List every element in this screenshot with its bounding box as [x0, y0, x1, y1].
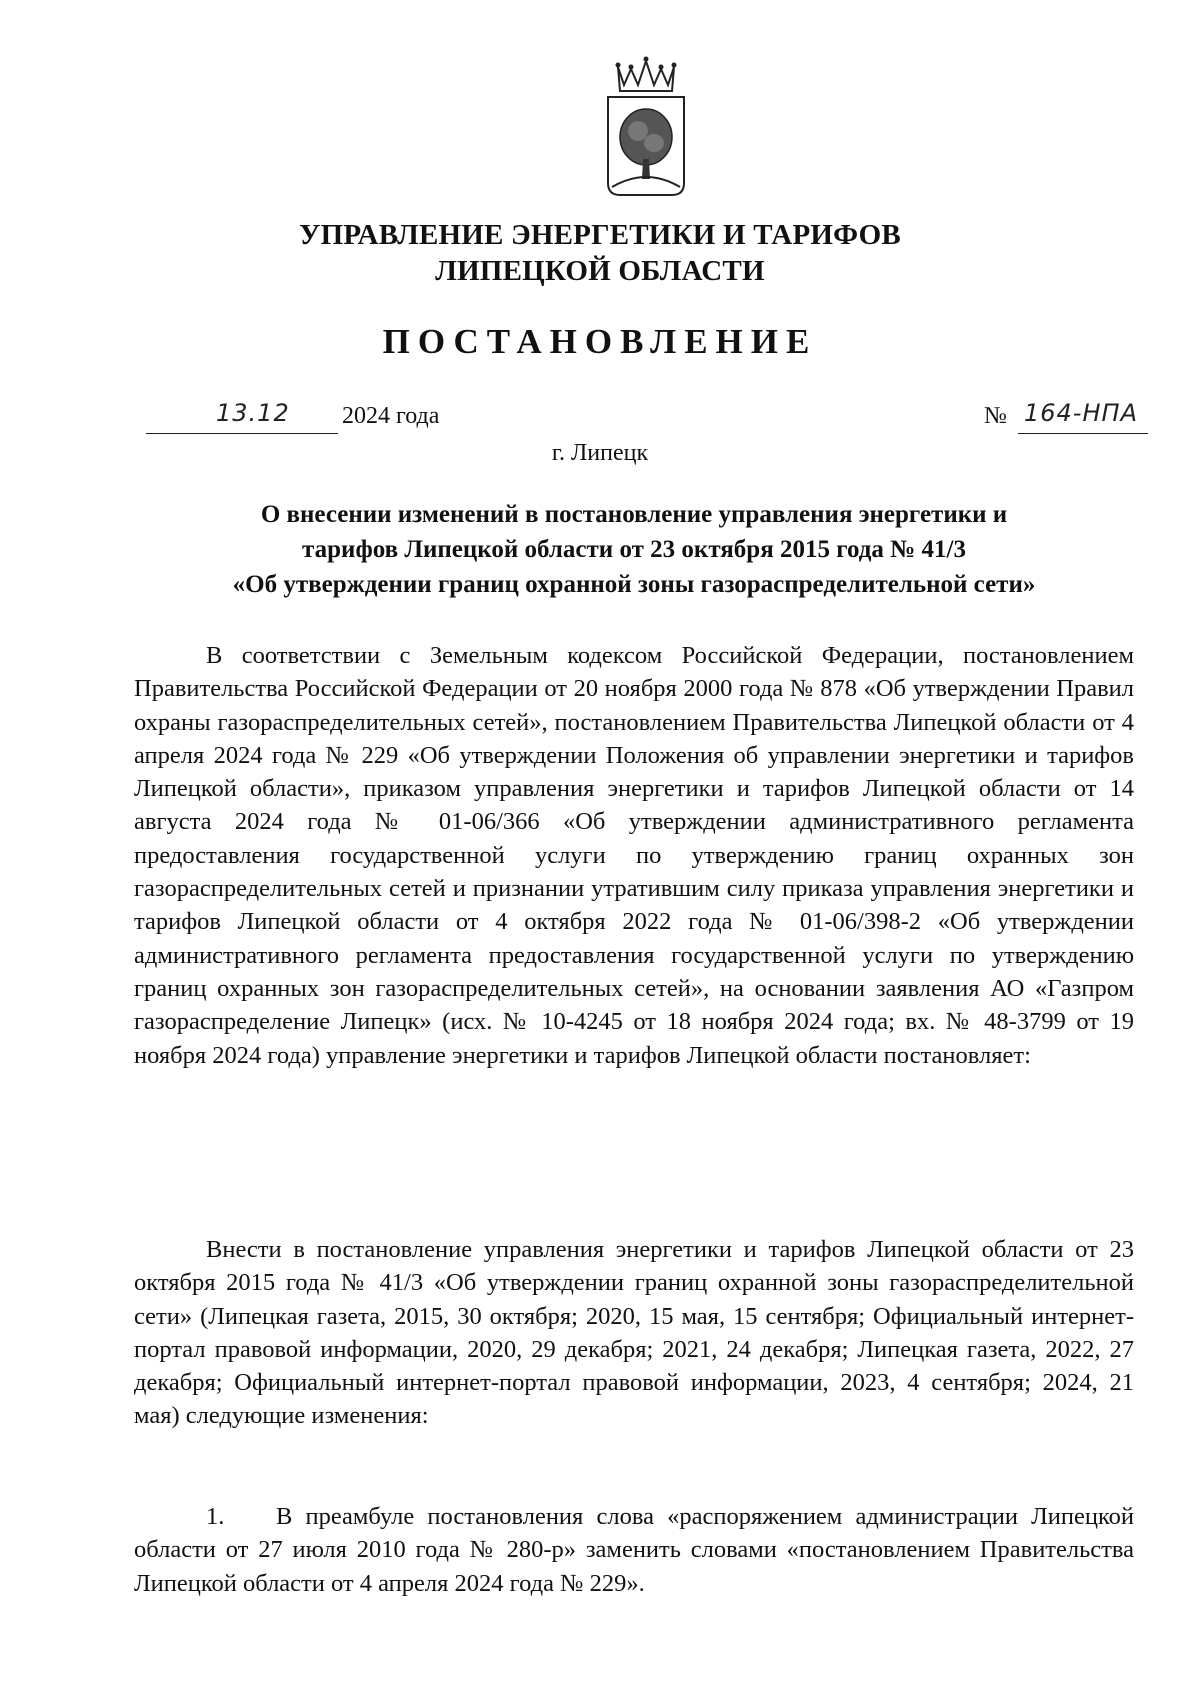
preamble-paragraph: [134, 639, 1134, 1072]
date-handwritten: 13.12: [216, 399, 290, 427]
number-sign: №: [984, 403, 1007, 429]
item-1-number: 1.: [206, 1503, 225, 1530]
coat-of-arms-icon: [604, 55, 688, 205]
organization-name-line2: ЛИПЕЦКОЙ ОБЛАСТИ: [435, 255, 765, 287]
preamble-text: В соответствии с Земельным кодексом Российской Федерации, постановлением Правительства Российской Федерации от 20 ноября 2000 года № 878 «Об утверждении Правил охраны газораспределительных сетей», постановлением Правительства Липецкой области от 4 апреля 2024 года № 229 «Об утверждении Положения об управлении энергетики и тарифов Липецкой области», приказом управления энергетики и тарифов Липецкой области от 14 августа 2024 года № 01-06/366 «Об утверждении административного регламента предоставления государственной услуги по утверждению границ охранных зон газораспределительных сетей и признании утратившим силу приказа управления энергетики и тарифов Липецкой области от 4 октября 2022 года № 01-06/398-2 «Об утверждении административного регламента предоставления государственной услуги по утверждению границ охранных зон газораспределительных сетей», на основании заявления АО «Газпром газораспределение Липецк» (исх. № 10-4245 от 18 ноября 2024 года; вх. № 48-3799 от 19 ноября 2024 года) управление энергетики и тарифов Липецкой области постановляет:: [134, 642, 1134, 1069]
item-1-paragraph: [134, 1500, 1134, 1600]
item-1-text: В преамбуле постановления слова «распоряжением администрации Липецкой области от 27 июля 2010 года № 280-р» заменить словами «постановлением Правительства Липецкой области от 4 апреля 2024 года № 229».: [134, 1503, 1134, 1597]
organization-name-line1: УПРАВЛЕНИЕ ЭНЕРГЕТИКИ И ТАРИФОВ: [299, 219, 901, 251]
resolution-paragraph: [134, 1233, 1134, 1433]
title-line1: О внесении изменений в постановление управления энергетики и: [260, 501, 1008, 528]
number-underline: [1018, 433, 1148, 434]
number-handwritten: 164-НПА: [1024, 399, 1138, 427]
city-name: г. Липецк: [551, 440, 649, 466]
document-type: ПОСТАНОВЛЕНИЕ: [382, 322, 818, 361]
resolution-text: Внести в постановление управления энергетики и тарифов Липецкой области от 23 октября 2015 года № 41/3 «Об утверждении границ охранной зоны газораспределительной сети» (Липецкая газета, 2015, 30 октября; 2020, 15 мая, 15 сентября; Официальный интернет-портал правовой информации, 2020, 29 декабря; 2021, 24 декабря; Липецкая газета, 2022, 27 декабря; Официальный интернет-портал правовой информации, 2023, 4 сентября; 2024, 21 мая) следующие изменения:: [134, 1236, 1134, 1430]
document-title: [134, 497, 1134, 602]
date-suffix: 2024 года: [342, 403, 440, 429]
document-number: [984, 399, 1184, 437]
date-underline: [146, 433, 338, 434]
title-line2: тарифов Липецкой области от 23 октября 2015 года № 41/3: [302, 536, 966, 563]
title-line3: «Об утверждении границ охранной зоны газораспределительной сети»: [232, 571, 1036, 598]
